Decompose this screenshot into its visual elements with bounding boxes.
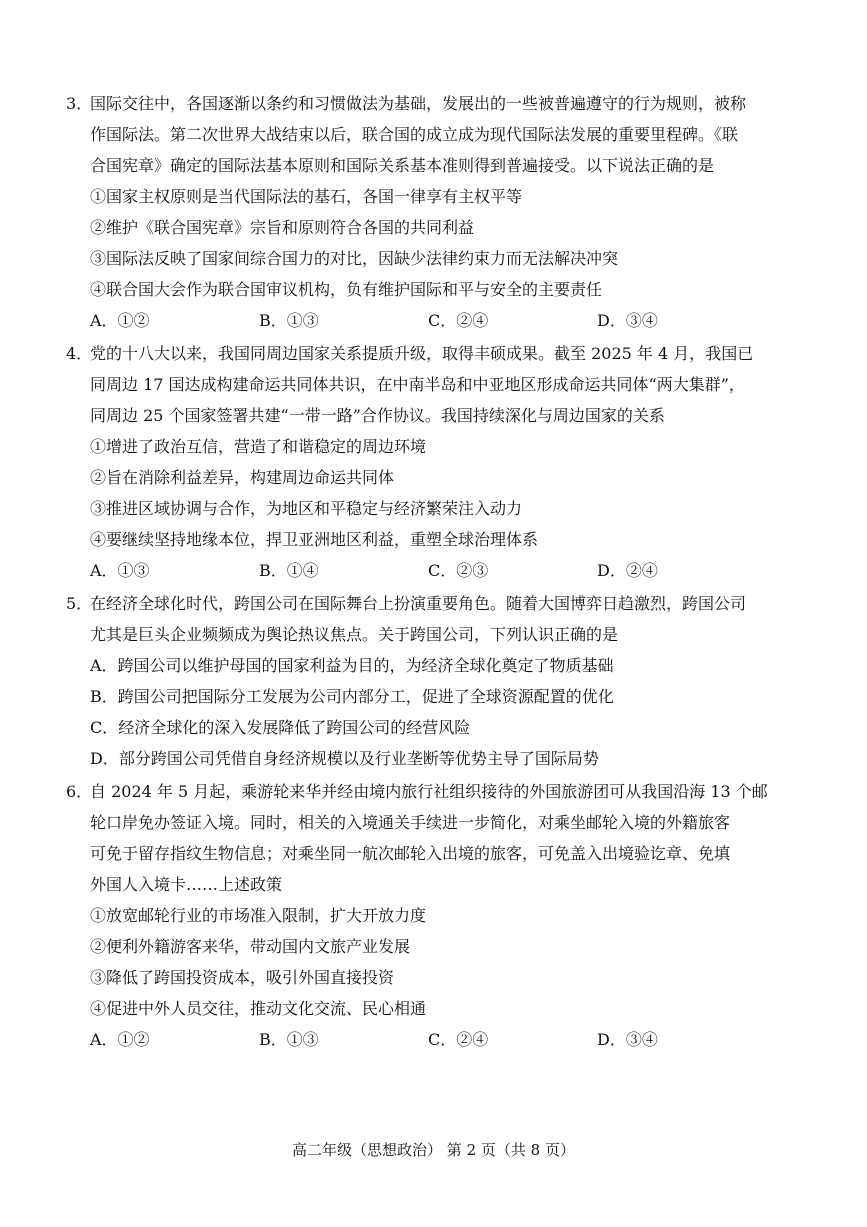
statement: ③推进区域协调与合作，为地区和平稳定与经济繁荣注入动力 xyxy=(90,499,523,518)
choice-d[interactable]: D．③④ xyxy=(597,311,658,330)
question-number: 4． xyxy=(66,344,93,363)
question-number: 3． xyxy=(66,94,93,113)
statement: ④联合国大会作为联合国审议机构，负有维护国际和平与安全的主要责任 xyxy=(90,280,603,299)
stem-line: 党的十八大以来，我国同周边国家关系提质升级，取得丰硕成果。截至 2025 年 4 月，我国已 xyxy=(90,344,754,363)
stem-line: 国际交往中，各国逐渐以条约和习惯做法为基础，发展出的一些被普遍遵守的行为规则，被称 xyxy=(90,94,747,113)
stem-line: 自 2024 年 5 月起，乘游轮来华并经由境内旅行社组织接待的外国旅游团可从我国沿海 13 个邮 xyxy=(90,782,768,801)
choice-c[interactable]: C．②④ xyxy=(428,311,489,330)
choice-b[interactable]: B．①④ xyxy=(259,561,319,580)
statement: ②维护《联合国宪章》宗旨和原则符合各国的共同利益 xyxy=(90,218,475,237)
statement: ③国际法反映了国家间综合国力的对比，因缺少法律约束力而无法解决冲突 xyxy=(90,249,619,268)
question-stem xyxy=(66,88,788,181)
choice-b[interactable]: B．①③ xyxy=(259,311,319,330)
statement: ①国家主权原则是当代国际法的基石，各国一律享有主权平等 xyxy=(90,187,523,206)
question-stem xyxy=(66,776,788,900)
choice-d[interactable]: D．③④ xyxy=(597,1030,658,1049)
choice-c[interactable]: C．②③ xyxy=(428,561,489,580)
question-stem xyxy=(66,588,788,650)
question-number: 5． xyxy=(66,594,93,613)
choice-d[interactable]: D．部分跨国公司凭借自身经济规模以及行业垄断等优势主导了国际局势 xyxy=(90,749,599,768)
choice-b[interactable]: B．跨国公司把国际分工发展为公司内部分工，促进了全球资源配置的优化 xyxy=(90,687,614,706)
statement: ②旨在消除利益差异，构建周边命运共同体 xyxy=(90,468,395,487)
answer-choices xyxy=(90,1024,788,1055)
statement: ①增进了政治互信，营造了和谐稳定的周边环境 xyxy=(90,437,427,456)
question-5 xyxy=(66,588,788,774)
stem-line: 同周边 25 个国家签署共建“一带一路”合作协议。我国持续深化与周边国家的关系 xyxy=(90,406,665,425)
stem-line: 外国人入境卡……上述政策 xyxy=(90,875,283,894)
statement: ④要继续坚持地缘本位，捍卫亚洲地区利益，重塑全球治理体系 xyxy=(90,530,539,549)
statement: ②便利外籍游客来华，带动国内文旅产业发展 xyxy=(90,937,411,956)
choice-c[interactable]: C．②④ xyxy=(428,1030,489,1049)
choice-a[interactable]: A．①③ xyxy=(90,561,150,580)
question-6 xyxy=(66,776,788,1055)
stem-line: 轮口岸免办签证入境。同时，相关的入境通关手续进一步简化，对乘坐邮轮入境的外籍旅客 xyxy=(90,813,731,832)
question-list xyxy=(66,88,788,1057)
choice-a[interactable]: A．①② xyxy=(90,1030,150,1049)
stem-line: 尤其是巨头企业频频成为舆论热议焦点。关于跨国公司，下列认识正确的是 xyxy=(90,625,619,644)
choice-d[interactable]: D．②④ xyxy=(597,561,658,580)
choice-b[interactable]: B．①③ xyxy=(259,1030,319,1049)
question-3 xyxy=(66,88,788,336)
stem-line: 同周边 17 国达成构建命运共同体共识，在中南半岛和中亚地区形成命运共同体“两大集群”， xyxy=(90,375,745,394)
statement: ④促进中外人员交往，推动文化交流、民心相通 xyxy=(90,999,427,1018)
choice-a[interactable]: A．跨国公司以维护母国的国家利益为目的，为经济全球化奠定了物质基础 xyxy=(90,656,614,675)
choice-a[interactable]: A．①② xyxy=(90,311,150,330)
stem-line: 作国际法。第二次世界大战结束以后，联合国的成立成为现代国际法发展的重要里程碑。《联 xyxy=(90,125,739,144)
stem-line: 可免于留存指纹生物信息；对乘坐同一航次邮轮入出境的旅客，可免盖入出境验讫章、免填 xyxy=(90,844,731,863)
question-stem xyxy=(66,338,788,431)
question-number: 6． xyxy=(66,782,93,801)
statement: ①放宽邮轮行业的市场准入限制，扩大开放力度 xyxy=(90,906,427,925)
stem-line: 合国宪章》确定的国际法基本原则和国际关系基本准则得到普遍接受。以下说法正确的是 xyxy=(90,156,715,175)
statement: ③降低了跨国投资成本，吸引外国直接投资 xyxy=(90,968,395,987)
answer-choices xyxy=(90,555,788,586)
stem-line: 在经济全球化时代，跨国公司在国际舞台上扮演重要角色。随着大国博弈日趋激烈，跨国公司 xyxy=(90,594,747,613)
choice-c[interactable]: C．经济全球化的深入发展降低了跨国公司的经营风险 xyxy=(90,718,471,737)
page-footer: 高二年级（思想政治） 第 2 页（共 8 页） xyxy=(292,1141,575,1159)
answer-choices xyxy=(90,305,788,336)
question-4 xyxy=(66,338,788,586)
